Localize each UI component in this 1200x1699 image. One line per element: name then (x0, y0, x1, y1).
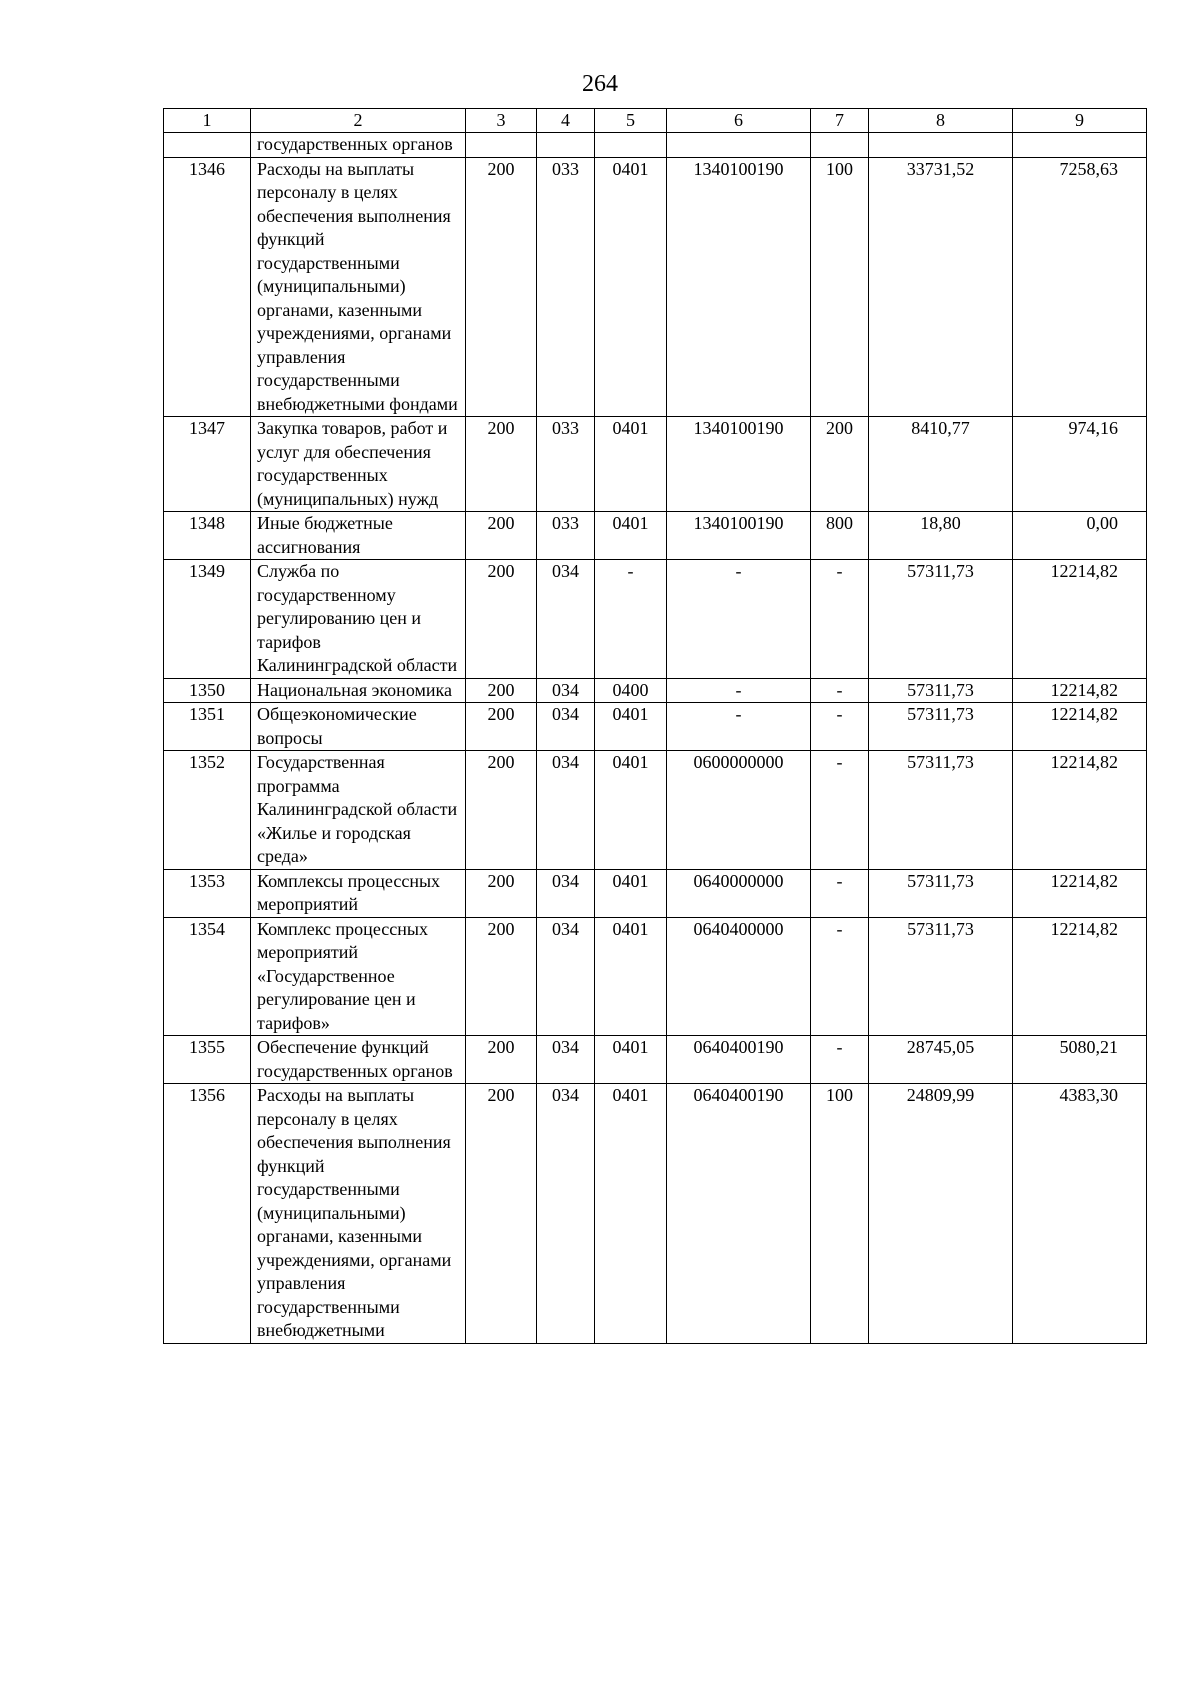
table-row (164, 751, 1147, 870)
code-cell-5 (595, 133, 667, 158)
name-cell: Расходы на выплаты персоналу в целях обеспечения выполнения функций государственными (муниципальными) органами, казенными учреждениями, органами управления государственными внебюджетными (251, 1084, 466, 1344)
row-number-cell: 1347 (164, 417, 251, 512)
code-cell-7: 200 (811, 417, 869, 512)
row-number-cell: 1346 (164, 157, 251, 417)
code-cell-3: 200 (466, 751, 537, 870)
column-header: 4 (537, 109, 595, 133)
amount-cell-8: 28745,05 (869, 1036, 1013, 1084)
code-cell-5: 0401 (595, 869, 667, 917)
code-cell-4: 033 (537, 512, 595, 560)
column-header: 2 (251, 109, 466, 133)
page-number: 264 (582, 71, 618, 97)
code-cell-7: - (811, 917, 869, 1036)
code-cell-5: 0400 (595, 678, 667, 703)
name-cell: Национальная экономика (251, 678, 466, 703)
code-cell-5: 0401 (595, 1084, 667, 1344)
code-cell-3: 200 (466, 703, 537, 751)
amount-cell-9: 5080,21 (1013, 1036, 1147, 1084)
table-row (164, 1036, 1147, 1084)
code-cell-3: 200 (466, 1036, 537, 1084)
code-cell-5: 0401 (595, 512, 667, 560)
amount-cell-8: 57311,73 (869, 678, 1013, 703)
amount-cell-8: 57311,73 (869, 703, 1013, 751)
name-cell: Государственная программа Калининградской области «Жилье и городская среда» (251, 751, 466, 870)
code-cell-7: - (811, 1036, 869, 1084)
code-cell-5: - (595, 560, 667, 679)
code-cell-7: 100 (811, 1084, 869, 1344)
amount-cell-8: 57311,73 (869, 917, 1013, 1036)
code-cell-3: 200 (466, 512, 537, 560)
name-cell: Служба по государственному регулированию цен и тарифов Калининградской области (251, 560, 466, 679)
table-row (164, 1084, 1147, 1344)
amount-cell-9: 12214,82 (1013, 917, 1147, 1036)
amount-cell-9 (1013, 133, 1147, 158)
code-cell-5: 0401 (595, 157, 667, 417)
amount-cell-9: 12214,82 (1013, 678, 1147, 703)
code-cell-5: 0401 (595, 1036, 667, 1084)
amount-cell-8: 57311,73 (869, 751, 1013, 870)
row-number-cell: 1353 (164, 869, 251, 917)
code-cell-6: 0640400190 (667, 1036, 811, 1084)
code-cell-7: - (811, 678, 869, 703)
code-cell-6: 0640000000 (667, 869, 811, 917)
row-number-cell: 1348 (164, 512, 251, 560)
amount-cell-8 (869, 133, 1013, 158)
code-cell-4: 034 (537, 917, 595, 1036)
row-number-cell: 1356 (164, 1084, 251, 1344)
name-cell: Комплекс процессных мероприятий «Государственное регулирование цен и тарифов» (251, 917, 466, 1036)
amount-cell-9: 4383,30 (1013, 1084, 1147, 1344)
code-cell-6: 1340100190 (667, 512, 811, 560)
amount-cell-8: 57311,73 (869, 560, 1013, 679)
amount-cell-9: 12214,82 (1013, 703, 1147, 751)
row-number-cell: 1352 (164, 751, 251, 870)
column-header: 3 (466, 109, 537, 133)
code-cell-6: 0640400190 (667, 1084, 811, 1344)
budget-table (163, 108, 1147, 1344)
table-row (164, 157, 1147, 417)
code-cell-4: 034 (537, 678, 595, 703)
header-row (164, 109, 1147, 133)
column-header: 6 (667, 109, 811, 133)
code-cell-6: - (667, 560, 811, 679)
table-row (164, 133, 1147, 158)
code-cell-6 (667, 133, 811, 158)
code-cell-7: 100 (811, 157, 869, 417)
column-header: 1 (164, 109, 251, 133)
table-row (164, 917, 1147, 1036)
code-cell-7 (811, 133, 869, 158)
row-number-cell: 1350 (164, 678, 251, 703)
code-cell-6: 0640400000 (667, 917, 811, 1036)
name-cell: Закупка товаров, работ и услуг для обеспечения государственных (муниципальных) нужд (251, 417, 466, 512)
column-header: 5 (595, 109, 667, 133)
row-number-cell (164, 133, 251, 158)
table-row (164, 703, 1147, 751)
code-cell-6: 0600000000 (667, 751, 811, 870)
code-cell-6: 1340100190 (667, 417, 811, 512)
column-header: 7 (811, 109, 869, 133)
amount-cell-9: 0,00 (1013, 512, 1147, 560)
name-cell: Иные бюджетные ассигнования (251, 512, 466, 560)
name-cell: государственных органов (251, 133, 466, 158)
code-cell-4: 034 (537, 751, 595, 870)
code-cell-5: 0401 (595, 417, 667, 512)
table-row (164, 678, 1147, 703)
table-row (164, 512, 1147, 560)
amount-cell-8: 33731,52 (869, 157, 1013, 417)
code-cell-7: - (811, 703, 869, 751)
code-cell-4: 034 (537, 869, 595, 917)
column-header: 8 (869, 109, 1013, 133)
code-cell-4 (537, 133, 595, 158)
code-cell-7: - (811, 560, 869, 679)
amount-cell-9: 12214,82 (1013, 751, 1147, 870)
amount-cell-8: 24809,99 (869, 1084, 1013, 1344)
table-row (164, 560, 1147, 679)
code-cell-5: 0401 (595, 751, 667, 870)
code-cell-3: 200 (466, 417, 537, 512)
code-cell-3 (466, 133, 537, 158)
row-number-cell: 1354 (164, 917, 251, 1036)
table-row (164, 869, 1147, 917)
code-cell-4: 033 (537, 157, 595, 417)
code-cell-3: 200 (466, 917, 537, 1036)
code-cell-4: 034 (537, 560, 595, 679)
name-cell: Обеспечение функций государственных органов (251, 1036, 466, 1084)
code-cell-6: 1340100190 (667, 157, 811, 417)
row-number-cell: 1355 (164, 1036, 251, 1084)
amount-cell-8: 57311,73 (869, 869, 1013, 917)
column-header: 9 (1013, 109, 1147, 133)
code-cell-7: - (811, 751, 869, 870)
code-cell-4: 033 (537, 417, 595, 512)
name-cell: Расходы на выплаты персоналу в целях обеспечения выполнения функций государственными (муниципальными) органами, казенными учреждениями, органами управления государственными внебюджетными фондами (251, 157, 466, 417)
row-number-cell: 1349 (164, 560, 251, 679)
code-cell-3: 200 (466, 869, 537, 917)
code-cell-5: 0401 (595, 917, 667, 1036)
code-cell-6: - (667, 703, 811, 751)
amount-cell-9: 12214,82 (1013, 869, 1147, 917)
table-row (164, 417, 1147, 512)
code-cell-3: 200 (466, 678, 537, 703)
code-cell-7: - (811, 869, 869, 917)
code-cell-3: 200 (466, 560, 537, 679)
row-number-cell: 1351 (164, 703, 251, 751)
code-cell-4: 034 (537, 703, 595, 751)
amount-cell-8: 18,80 (869, 512, 1013, 560)
code-cell-3: 200 (466, 1084, 537, 1344)
name-cell: Общеэкономические вопросы (251, 703, 466, 751)
amount-cell-8: 8410,77 (869, 417, 1013, 512)
amount-cell-9: 12214,82 (1013, 560, 1147, 679)
code-cell-4: 034 (537, 1084, 595, 1344)
code-cell-3: 200 (466, 157, 537, 417)
code-cell-4: 034 (537, 1036, 595, 1084)
code-cell-5: 0401 (595, 703, 667, 751)
amount-cell-9: 7258,63 (1013, 157, 1147, 417)
name-cell: Комплексы процессных мероприятий (251, 869, 466, 917)
code-cell-6: - (667, 678, 811, 703)
code-cell-7: 800 (811, 512, 869, 560)
amount-cell-9: 974,16 (1013, 417, 1147, 512)
